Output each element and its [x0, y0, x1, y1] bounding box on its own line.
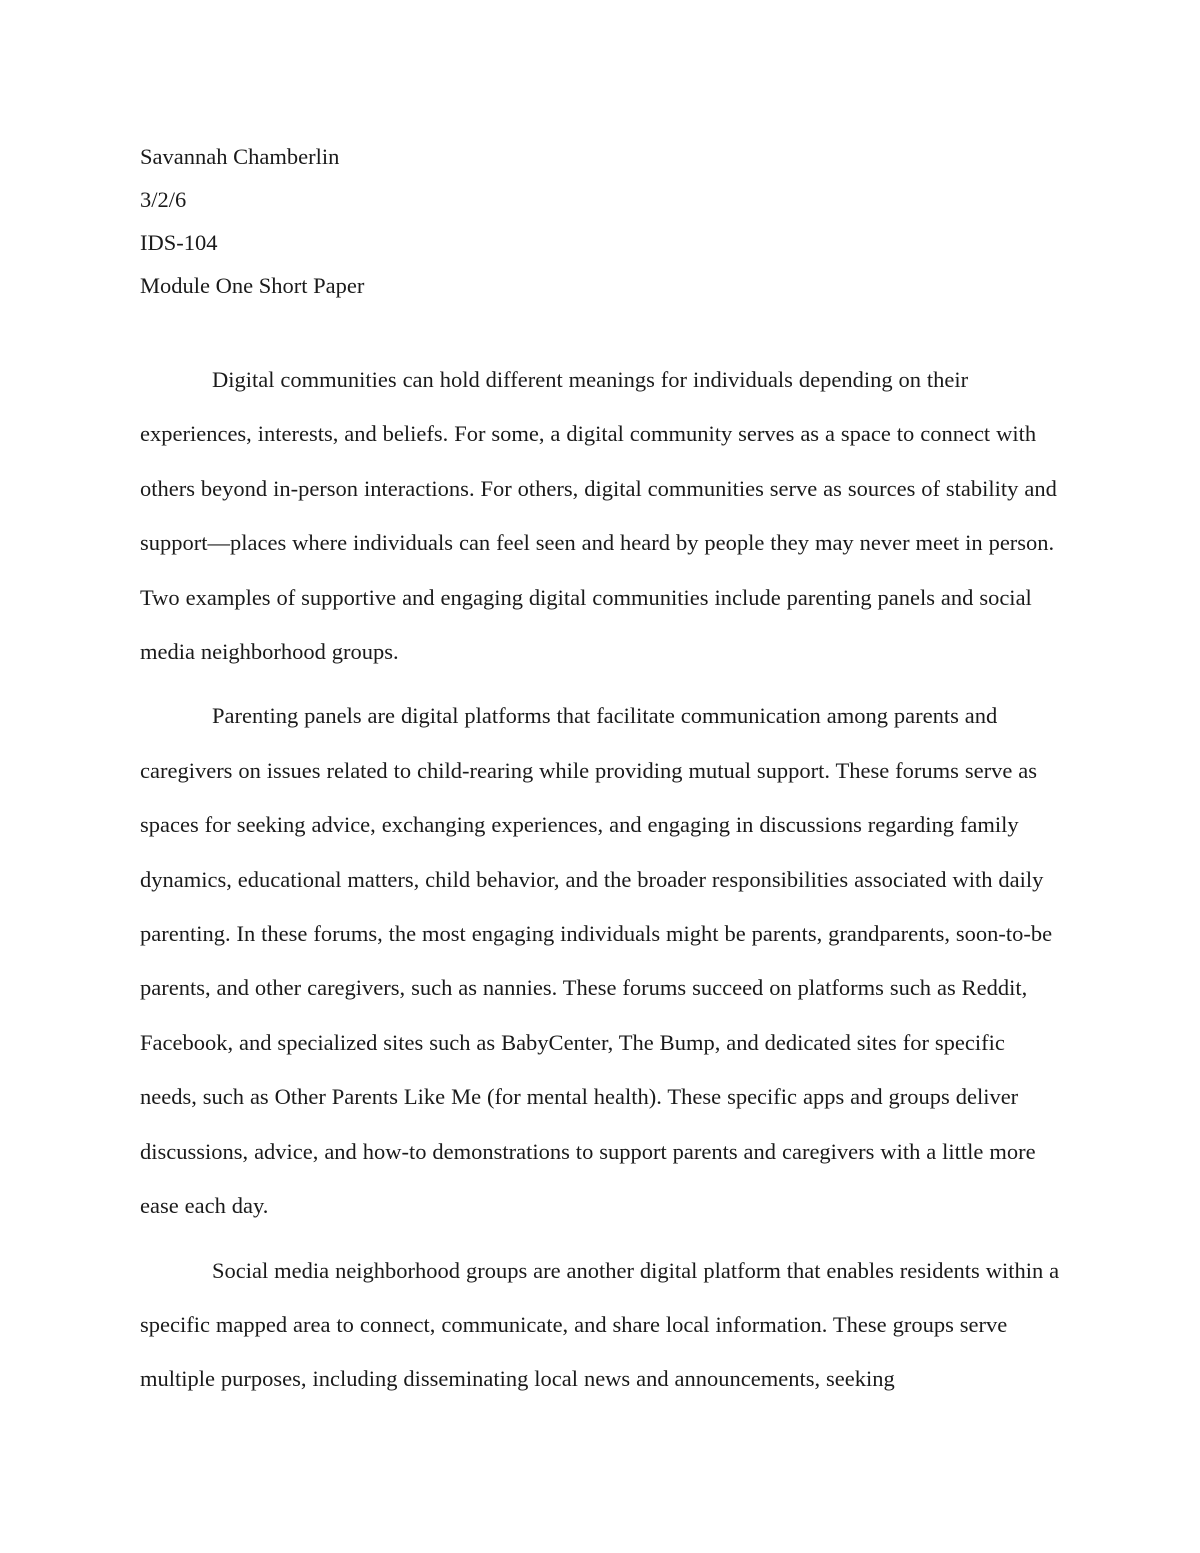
- document-content: [140, 140, 1060, 1407]
- body-paragraph: Digital communities can hold different meanings for individuals depending on their experiences, interests, and beliefs. For some, a digital community serves as a space to connect with others beyond in-person interactions. For others, digital communities serve as sources of stability and support—places where individuals can feel seen and heard by people they may never meet in person. Two examples of supportive and engaging digital communities include parenting panels and social media neighborhood groups.: [140, 367, 1057, 665]
- author-name: Savannah Chamberlin: [140, 144, 340, 169]
- paper-date: 3/2/6: [140, 187, 187, 212]
- assignment-title: Module One Short Paper: [140, 273, 365, 298]
- course-code: IDS-104: [140, 230, 218, 255]
- body-paragraph: Social media neighborhood groups are another digital platform that enables residents within a specific mapped area to connect, communicate, and share local information. These groups serve multiple purposes, including disseminating local news and announcements, seeking: [140, 1257, 1060, 1392]
- paper-body: [140, 353, 1060, 1407]
- body-paragraph: Parenting panels are digital platforms that facilitate communication among parents and caregivers on issues related to child-rearing while providing mutual support. These forums serve as spaces for seeking advice, exchanging experiences, and engaging in discussions regarding family dynamics, educational matters, child behavior, and the broader responsibilities associated with daily parenting. In these forums, the most engaging individuals might be parents, grandparents, soon-to-be parents, and other caregivers, such as nannies. These forums succeed on platforms such as Reddit, Facebook, and specialized sites such as BabyCenter, The Bump, and dedicated sites for specific needs, such as Other Parents Like Me (for mental health). These specific apps and groups deliver discussions, advice, and how-to demonstrations to support parents and caregivers with a little more ease each day.: [140, 703, 1053, 1219]
